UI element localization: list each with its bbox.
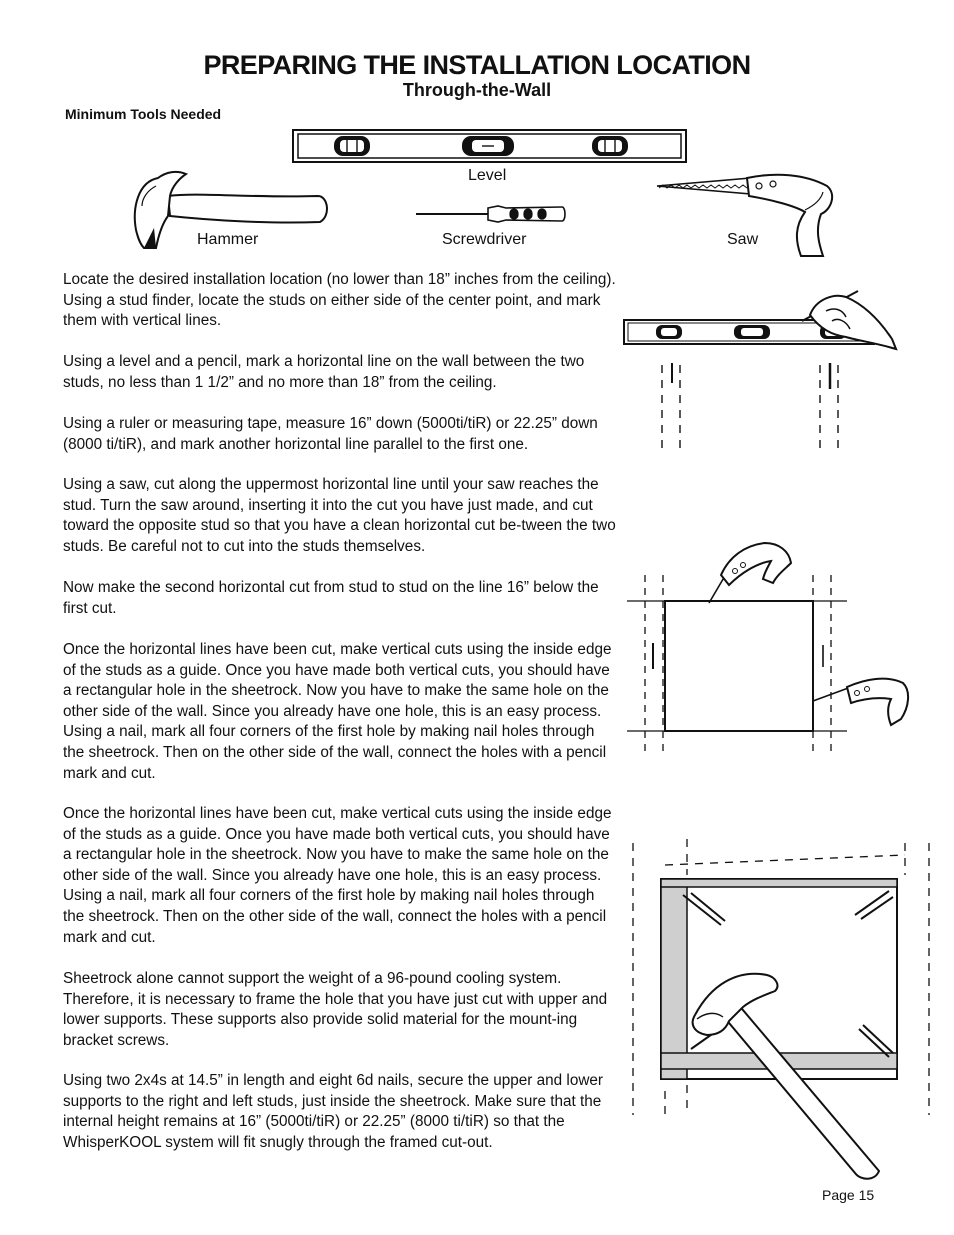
paragraph-sheetrock-support: Sheetrock alone cannot support the weight of a 96-pound cooling system. Therefore, it is necessary to frame the hole that you have just cut with upper and lower supports. These supports also provide solid material for the mount-ing bracket screws.: [63, 970, 608, 1049]
level-icon: [292, 129, 688, 165]
screwdriver-icon: [414, 202, 566, 228]
marking-studs-illustration: [620, 285, 900, 460]
paragraph-secure-supports: Using two 2x4s at 14.5” in length and eight 6d nails, secure the upper and lower supports to the right and left studs, just inside the sheetrock. Make sure that the internal height remains at 16” (5000ti/tiR) or 22.25” (8000 ti/tiR) so that the WhisperKOOL system will fit snugly through the framed cut-out.: [63, 1072, 603, 1151]
cutting-sheetrock-illustration: [625, 535, 915, 755]
page-subtitle: Through-the-Wall: [402, 80, 552, 100]
level-label: Level: [468, 167, 507, 184]
paragraph-mark-line: Using a level and a pencil, mark a horizontal line on the wall between the two studs, no less than 1 1/2” and no more than 18” from the ceiling.: [63, 353, 585, 391]
framing-supports-illustration: [625, 835, 935, 1185]
paragraph-locate-studs: Locate the desired installation location (no lower than 18” inches from the ceiling). Using a stud finder, locate the studs on either side of the center point, and mark them with vertical lines.: [63, 271, 616, 330]
saw-label: Saw: [727, 231, 759, 248]
page-number: Page 15: [822, 1187, 875, 1203]
paragraph-vertical-cuts: Once the horizontal lines have been cut, make vertical cuts using the inside edge of the studs as a guide. Once you have made both vertical cuts, you should have a rectangular hole in the sheetrock. Now you have to make the same hole on the other side of the wall. Since you already have one hole, this is an easy process. Using a nail, mark all four corners of the first hole by making nail holes through the sheetrock. Then on the other side of the wall, connect the holes with a pencil mark and cut.: [63, 641, 612, 782]
screwdriver-label: Screwdriver: [442, 231, 527, 248]
page-title: PREPARING THE INSTALLATION LOCATION: [203, 50, 751, 80]
paragraph-vertical-cuts-repeat: Once the horizontal lines have been cut, make vertical cuts using the inside edge of the studs as a guide. Once you have made both vertical cuts, you should have a rectangular hole in the sheetrock. Now you have to make the same hole on the other side of the wall. Since you already have one hole, this is an easy process. Using a nail, mark all four corners of the first hole by making nail holes through the sheetrock. Then on the other side of the wall, connect the holes with a pencil mark and cut.: [63, 805, 612, 946]
paragraph-first-cut: Using a saw, cut along the uppermost horizontal line until your saw reaches the stud. Turn the saw around, inserting it into the cut you have just made, and cut toward the opposite stud so that you have a clean horizontal cut be-tween the two studs. Be careful not to cut into the studs themselves.: [63, 476, 616, 555]
hammer-label: Hammer: [197, 231, 259, 248]
paragraph-second-cut: Now make the second horizontal cut from stud to stud on the line 16” below the first cut.: [63, 579, 599, 617]
tools-heading: Minimum Tools Needed: [65, 106, 222, 122]
paragraph-measure: Using a ruler or measuring tape, measure 16” down (5000ti/tiR) or 22.25” down (8000 ti/tiR), and mark another horizontal line parallel to the first one.: [63, 415, 598, 453]
